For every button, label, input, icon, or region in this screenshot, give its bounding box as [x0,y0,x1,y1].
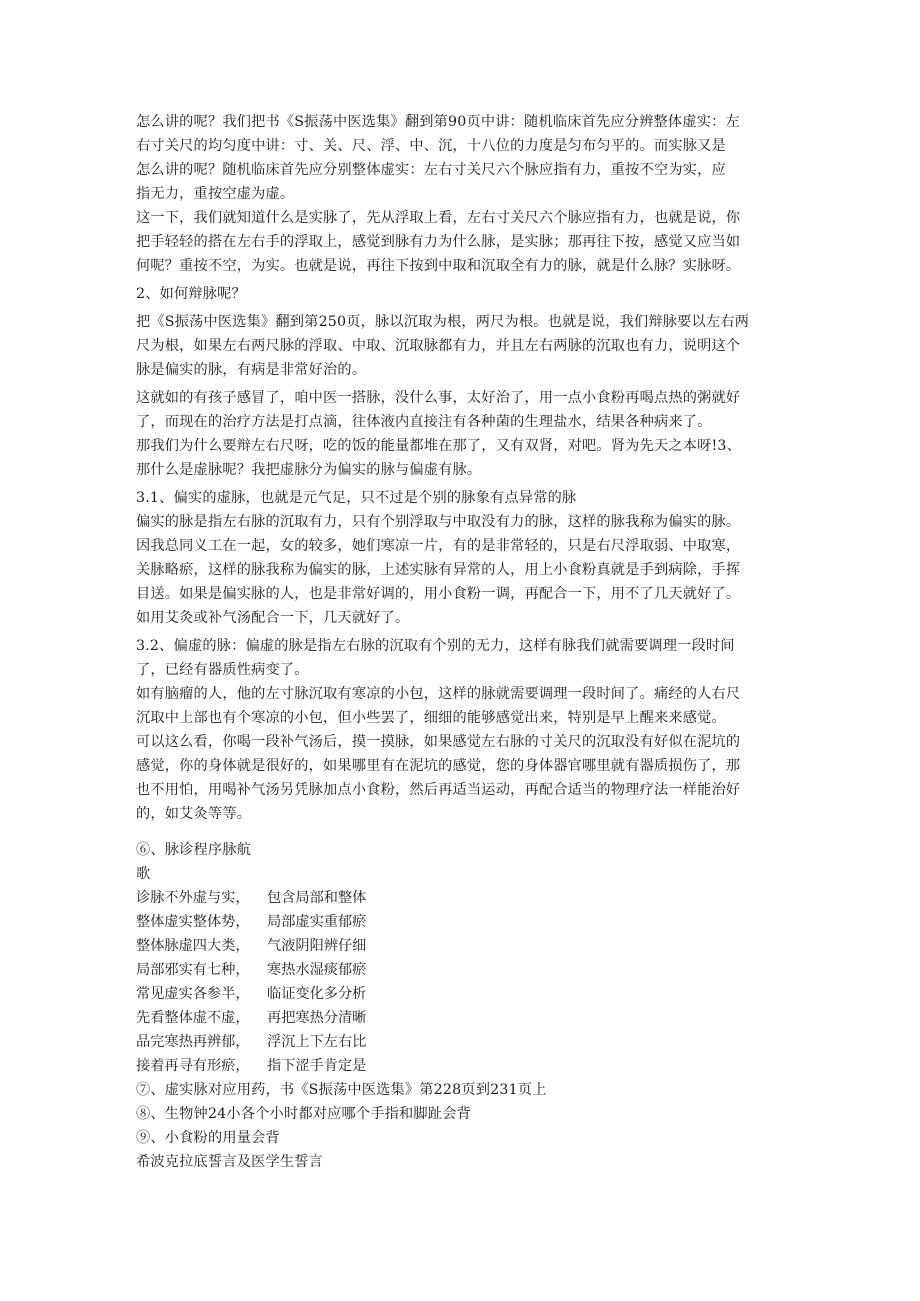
text-line: 了，已经有器质性病变了。 [136,662,309,678]
text-line: 怎么讲的呢？随机临床首先应分别整体虚实：左右寸关尺六个脉应指有力，重按不空为实，应 [136,162,726,178]
text-line: 如用艾灸或补气汤配合一下，几天就好了。 [136,610,410,626]
text-line: 怎么讲的呢？我们把书《S振荡中医选集》翻到第90页中讲：随机临床首先应分辨整体虚实：左 [136,114,740,130]
text-line: 关脉略瘀，这样的脉我称为偏实的脉，上述实脉有异常的人，用上小食粉真就是手到病除，手挥 [136,562,741,578]
text-line: 把手轻轻的搭在左右手的浮取上，感觉到脉有力为什么脉，是实脉；那再往下按，感觉又应当如 [136,234,741,250]
text-line: 也不用怕，用喝补气汤另凭脉加点小食粉，然后再适当运动，再配合适当的物理疗法一样能治好 [136,782,741,798]
text-line: 3.2、偏虚的脉：偏虚的脉是指左右脉的沉取有个别的无力，这样有脉我们就需要调理一段时间 [136,638,735,654]
text-line: 偏实的脉是指左右脉的沉取有力，只有个别浮取与中取没有力的脉，这样的脉我称为偏实的脉。 [136,514,741,530]
text-line: 这一下，我们就知道什么是实脉了，先从浮取上看，左右寸关尺六个脉应指有力，也就是说，你 [136,210,741,226]
poem-line-left: 品完寒热再辨郁， [136,1034,250,1050]
text-line: 2、如何辩脉呢？ [136,286,246,302]
poem-line-right: 局部虚实重郁瘀 [267,914,367,930]
poem-line-left: 整体脉虚四大类， [136,938,250,954]
poem-line-right: 临证变化多分析 [267,986,367,1002]
text-line: 的，如艾灸等等。 [136,806,252,822]
text-line: 了，而现在的治疗方法是打点滴，往体液内直接注有各种菌的生理盐水，结果各种病来了。 [136,414,712,430]
poem-line-left: 整体虚实整体势， [136,914,250,930]
text-line: 那什么是虚脉呢？我把虚脉分为偏实的脉与偏虚有脉。 [136,462,482,478]
poem-line-right: 包含局部和整体 [267,890,367,906]
text-line: 何呢？重按不空，为实。也就是说，再往下按到中取和沉取全有力的脉，就是什么脉？实脉呀。 [136,258,741,274]
text-line: 脉是偏实的脉，有病是非常好治的。 [136,362,367,378]
text-line: 这就如的有孩子感冒了，咱中医一搭脉，没什么事，太好治了，用一点小食粉再喝点热的粥就好 [136,390,741,406]
tail-item: ⑨、小食粉的用量会背 [136,1130,280,1146]
section-6-title: ⑥、脉诊程序脉航 [136,842,252,858]
text-line: 右寸关尺的均匀度中讲：寸、关、尺、浮、中、沉，十八位的力度是匀布匀平的。而实脉又是 [136,138,726,154]
poem-line-right: 浮沉上下左右比 [267,1034,367,1050]
text-line: 感觉，你的身体就是很好的，如果哪里有在泥坑的感觉，您的身体器官哪里就有器质损伤了，那 [136,758,741,774]
text-line: 把《S振荡中医选集》翻到第250页，脉以沉取为根，两尺为根。也就是说，我们辩脉要以左右两 [136,314,750,330]
poem-line-left: 先看整体虚不虚， [136,1010,250,1026]
text-line: 沉取中上部也有个寒凉的小包，但小些罢了，细细的能够感觉出来，特别是早上醒来来感觉。 [136,710,726,726]
text-line: 可以这么看，你喝一段补气汤后，摸一摸脉，如果感觉左右脉的寸关尺的沉取没有好似在泥坑的 [136,734,741,750]
text-line: 目送。如果是偏实脉的人，也是非常好调的，用小食粉一调，再配合一下，用不了几天就好了。 [136,586,741,602]
text-line: 3.1、偏实的虚脉，也就是元气足，只不过是个别的脉象有点异常的脉 [136,490,577,506]
tail-item: 希波克拉底誓言及医学生誓言 [136,1154,324,1170]
poem-line-left: 诊脉不外虚与实， [136,890,250,906]
poem-title: 歌 [136,866,151,882]
poem-line-right: 寒热水湿痰郁瘀 [267,962,367,978]
poem-line-right: 气液阴阳辨仔细 [267,938,367,954]
text-line: 那我们为什么要辩左右尺呀，吃的饭的能量都堆在那了，又有双肾，对吧。肾为先天之本呀!3、 [136,438,742,454]
poem-line-right: 再把寒热分清晰 [267,1010,367,1026]
poem-line-left: 接着再寻有形瘀， [136,1058,250,1074]
text-line: 因我总同义工在一起，女的较多，她们寒凉一片，有的是非常轻的，只是右尺浮取弱、中取寒， [136,538,741,554]
text-line: 指无力，重按空虚为虚。 [136,186,295,202]
poem-line-left: 局部邪实有七种， [136,962,250,978]
tail-item: ⑧、生物钟24小各个小时都对应哪个手指和脚趾会背 [136,1106,471,1122]
text-line: 如有脑瘤的人，他的左寸脉沉取有寒凉的小包，这样的脉就需要调理一段时间了。痛经的人右尺 [136,686,741,702]
poem-line-right: 指下涩手肯定是 [267,1058,367,1074]
poem-line-left: 常见虚实各参半， [136,986,250,1002]
tail-item: ⑦、虚实脉对应用药，书《S振荡中医选集》第228页到231页上 [136,1082,547,1098]
text-line: 尺为根，如果左右两尺脉的浮取、中取、沉取脉都有力，并且左右两脉的沉取也有力，说明这个 [136,338,741,354]
